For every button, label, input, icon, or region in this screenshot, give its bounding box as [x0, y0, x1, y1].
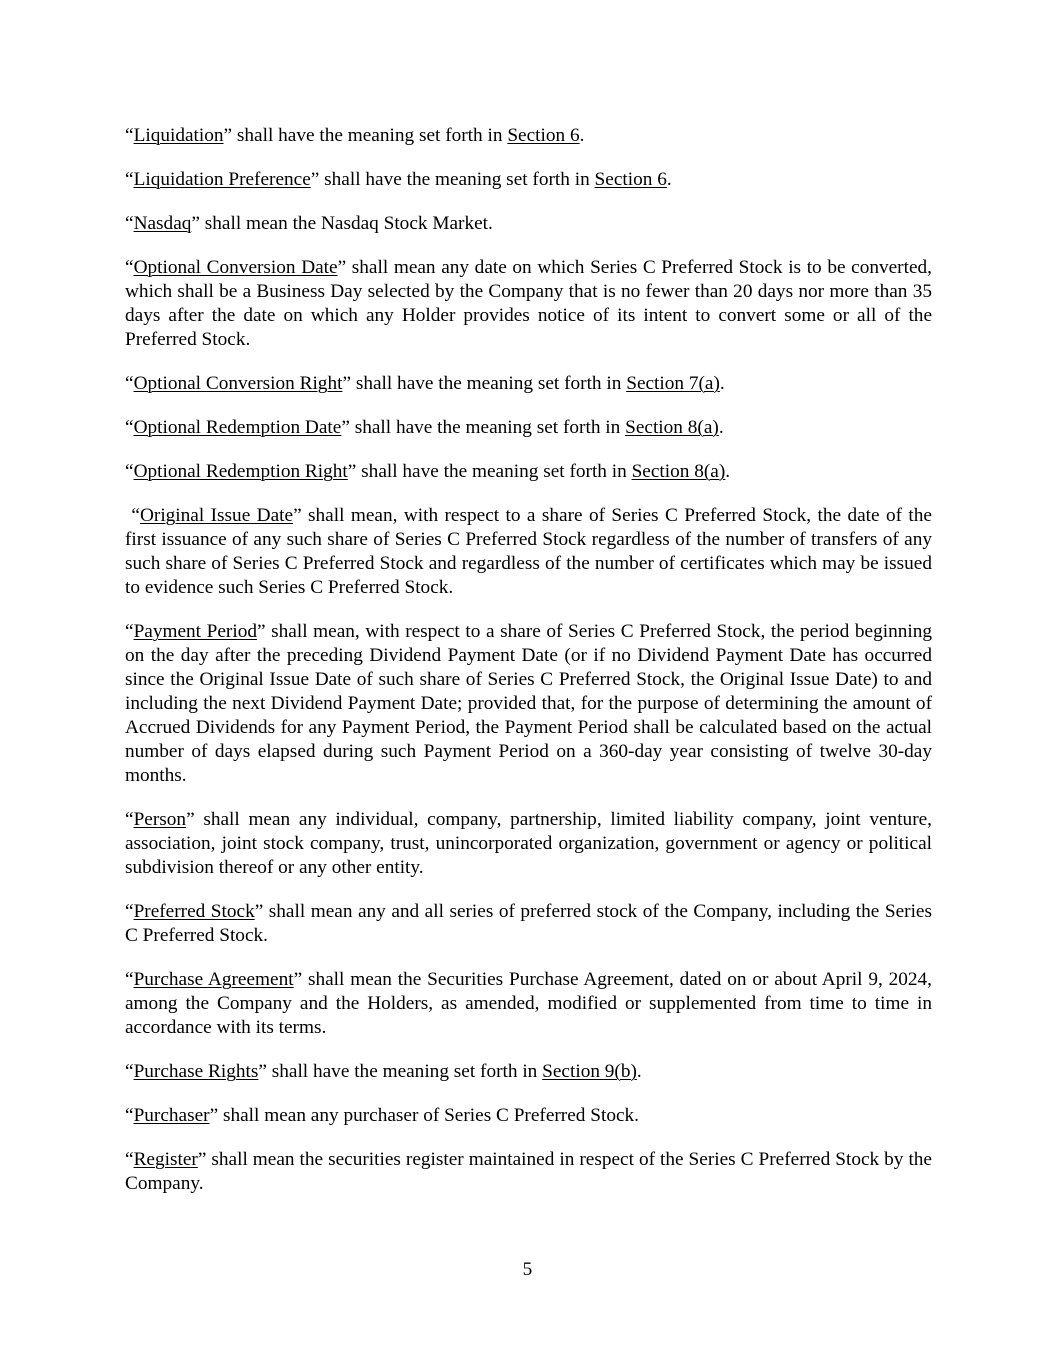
open-quote: “ [125, 461, 134, 482]
definition-optional-redemption-right [125, 460, 932, 484]
defined-term: Optional Redemption Right [133, 461, 348, 482]
definition-original-issue-date [125, 504, 932, 600]
definition-optional-conversion-date [125, 256, 932, 352]
defined-term: Optional Conversion Date [133, 257, 338, 278]
definition-text: ” shall mean the Nasdaq Stock Market. [191, 213, 493, 234]
definition-purchase-agreement [125, 968, 932, 1040]
definition-tail: . [636, 1061, 642, 1082]
open-quote: “ [125, 257, 134, 278]
definition-optional-conversion-right [125, 372, 932, 396]
definition-text: ” shall mean the securities register maintained in respect of the Series C Preferred Stock by the Company. [125, 1149, 932, 1194]
definition-tail: . [725, 461, 731, 482]
defined-term: Purchase Rights [133, 1061, 259, 1082]
definition-tail: . [718, 417, 724, 438]
definition-text: ” shall have the meaning set forth in [310, 169, 595, 190]
definition-text: ” shall have the meaning set forth in [341, 417, 626, 438]
definition-tail: . [719, 373, 725, 394]
open-quote: “ [125, 505, 140, 526]
definition-text: ” shall have the meaning set forth in [342, 373, 627, 394]
open-quote: “ [125, 621, 134, 642]
defined-term: Person [133, 809, 187, 830]
section-reference: Section 6 [507, 125, 580, 146]
open-quote: “ [125, 169, 134, 190]
definition-text: ” shall mean any and all series of preferred stock of the Company, including the Series C Preferred Stock. [125, 901, 932, 946]
definition-text: ” shall mean, with respect to a share of Series C Preferred Stock, the date of the first issuance of any such share of Series C Preferred Stock regardless of the number of transfers of any such share of Series C Preferred Stock and regardless of the number of certificates which may be issued to evidence such Series C Preferred Stock. [125, 505, 932, 598]
defined-term: Nasdaq [133, 213, 192, 234]
open-quote: “ [125, 1061, 134, 1082]
open-quote: “ [125, 417, 134, 438]
defined-term: Liquidation Preference [133, 169, 311, 190]
open-quote: “ [125, 125, 134, 146]
open-quote: “ [125, 1149, 134, 1170]
open-quote: “ [125, 213, 134, 234]
defined-term: Optional Redemption Date [133, 417, 342, 438]
defined-term: Liquidation [133, 125, 224, 146]
definition-liquidation-preference [125, 168, 932, 192]
definition-text: ” shall have the meaning set forth in [223, 125, 508, 146]
definition-optional-redemption-date [125, 416, 932, 440]
definition-person [125, 808, 932, 880]
definition-preferred-stock [125, 900, 932, 948]
definition-text: ” shall mean any purchaser of Series C Preferred Stock. [209, 1105, 639, 1126]
section-reference: Section 8(a) [625, 417, 719, 438]
definition-liquidation [125, 124, 932, 148]
defined-term: Register [133, 1149, 198, 1170]
open-quote: “ [125, 969, 134, 990]
section-reference: Section 6 [594, 169, 667, 190]
definition-purchaser [125, 1104, 932, 1128]
definitions-list [125, 124, 932, 1216]
defined-term: Purchase Agreement [133, 969, 294, 990]
definition-purchase-rights [125, 1060, 932, 1084]
defined-term: Optional Conversion Right [133, 373, 343, 394]
definition-payment-period [125, 620, 932, 788]
definition-register [125, 1148, 932, 1196]
definition-tail: . [579, 125, 585, 146]
definition-text: ” shall mean any individual, company, partnership, limited liability company, joint venture, association, joint stock company, trust, unincorporated organization, government or agency or political subdivision thereof or any other entity. [125, 809, 932, 878]
defined-term: Original Issue Date [139, 505, 294, 526]
definition-tail: . [666, 169, 672, 190]
definition-text: ” shall mean any date on which Series C Preferred Stock is to be converted, which shall be a Business Day selected by the Company that is no fewer than 20 days nor more than 35 days after the date on which any Holder provides notice of its intent to convert some or all of the Preferred Stock. [125, 257, 932, 350]
definition-text: ” shall have the meaning set forth in [258, 1061, 543, 1082]
section-reference: Section 8(a) [631, 461, 726, 482]
page-number: 5 [522, 1259, 533, 1280]
open-quote: “ [125, 809, 134, 830]
section-reference: Section 7(a) [626, 373, 720, 394]
definition-text: ” shall mean the Securities Purchase Agreement, dated on or about April 9, 2024, among the Company and the Holders, as amended, modified or supplemented from time to time in accordance with its terms. [125, 969, 932, 1038]
defined-term: Payment Period [133, 621, 257, 642]
open-quote: “ [125, 901, 134, 922]
open-quote: “ [125, 373, 134, 394]
defined-term: Preferred Stock [133, 901, 255, 922]
definition-text: ” shall have the meaning set forth in [347, 461, 632, 482]
section-reference: Section 9(b) [542, 1061, 637, 1082]
defined-term: Purchaser [133, 1105, 210, 1126]
definition-text: ” shall mean, with respect to a share of Series C Preferred Stock, the period beginning on the day after the preceding Dividend Payment Date (or if no Dividend Payment Date has occurred since the Original Issue Date of such share of Series C Preferred Stock, the Original Issue Date) to and including the next Dividend Payment Date; provided that, for the purpose of determining the amount of Accrued Dividends for any Payment Period, the Payment Period shall be calculated based on the actual number of days elapsed during such Payment Period on a 360-day year consisting of twelve 30-day months. [125, 621, 932, 786]
definition-nasdaq [125, 212, 932, 236]
open-quote: “ [125, 1105, 134, 1126]
